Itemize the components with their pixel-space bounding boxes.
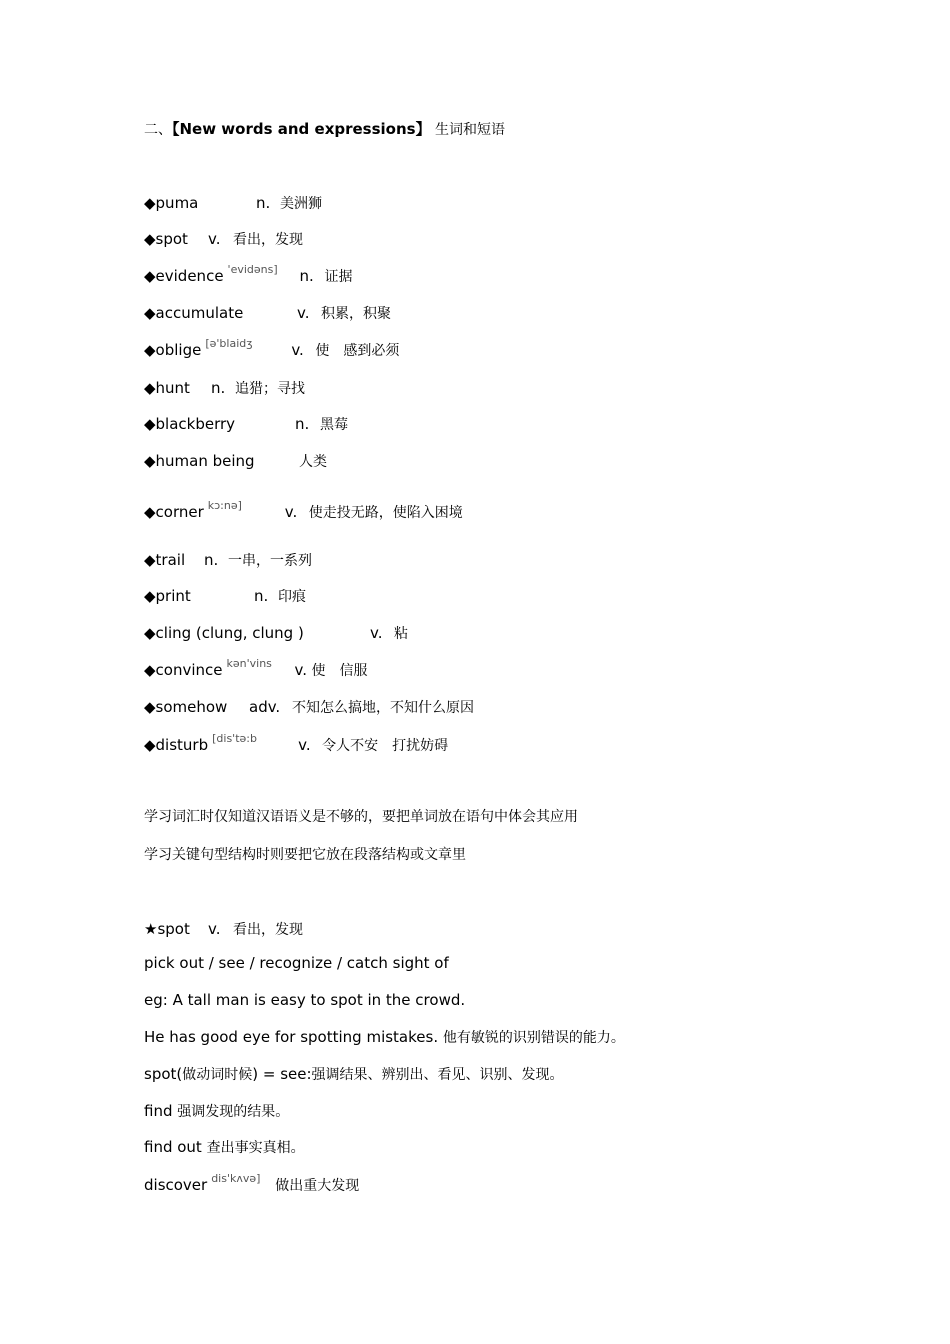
vocab-item — [144, 414, 348, 434]
spot-example: eg: A tall man is easy to spot in the crowd. — [144, 991, 466, 1009]
vocab-phonetic: [dis'tə:b — [212, 732, 257, 745]
vocab-term: ◆hunt — [144, 379, 190, 397]
vocab-item — [144, 451, 327, 471]
spot-heading-pos: v. — [208, 920, 221, 938]
vocab-meaning: 令人不安 打扰妨碍 — [322, 738, 449, 754]
spot-synonyms: pick out / see / recognize / catch sight of — [144, 954, 449, 972]
find-definition — [144, 1101, 289, 1121]
find-term: find — [144, 1102, 173, 1120]
vocab-meaning: 一串，一系列 — [228, 553, 312, 569]
vocab-meaning: 证据 — [324, 269, 353, 285]
vocab-item — [144, 229, 303, 249]
spot-definition-term: spot( — [144, 1065, 183, 1083]
spot-example-chinese: 他有敏锐的识别错误的能力。 — [442, 1030, 625, 1046]
vocab-term: ◆blackberry — [144, 415, 236, 433]
vocab-pos: v. — [208, 230, 221, 248]
vocab-term: ◆accumulate — [144, 304, 244, 322]
vocab-pos: n. — [204, 551, 219, 569]
vocab-meaning: 使走投无路，使陷入困境 — [308, 505, 463, 521]
vocab-item — [144, 499, 463, 522]
vocab-meaning: 使 感到必须 — [315, 343, 400, 359]
spot-example — [144, 1027, 625, 1047]
vocab-item — [144, 303, 391, 323]
vocab-item — [144, 378, 305, 398]
vocab-item — [144, 550, 312, 570]
discover-term: discover — [144, 1176, 208, 1194]
vocab-term: ◆disturb — [144, 736, 209, 754]
vocab-meaning: 人类 — [299, 454, 327, 470]
vocab-term: ◆print — [144, 587, 191, 605]
findout-meaning: 查出事实真相。 — [206, 1140, 305, 1156]
vocab-item — [144, 263, 353, 286]
vocab-meaning: 粘 — [394, 626, 408, 642]
vocab-meaning: 看出，发现 — [233, 232, 303, 248]
vocab-pos: n. — [295, 415, 310, 433]
vocab-term: ◆corner — [144, 503, 204, 521]
vocab-phonetic: [ə'blaidʒ — [205, 337, 253, 350]
vocab-phonetic: 'evidəns] — [227, 263, 278, 276]
spot-heading-meaning: 看出，发现 — [233, 922, 303, 938]
vocab-pos: v. — [297, 304, 310, 322]
section-title — [144, 119, 505, 139]
spot-definition — [144, 1064, 564, 1084]
vocab-item — [144, 697, 474, 717]
vocab-pos: v. — [284, 503, 298, 521]
study-note: 学习关键句型结构时则要把它放在段落结构或文章里 — [144, 847, 466, 863]
vocab-pos: v. — [294, 661, 307, 679]
vocab-pos: adv. — [249, 698, 281, 716]
vocab-item — [144, 193, 322, 213]
spot-definition-equals: ) = see: — [252, 1065, 312, 1083]
vocab-term: ◆puma — [144, 194, 199, 212]
vocab-term: ◆somehow — [144, 698, 228, 716]
vocab-meaning: 印痕 — [278, 589, 306, 605]
discover-phonetic: dis'kʌvə] — [211, 1172, 261, 1185]
vocab-pos: n. — [254, 587, 269, 605]
vocab-term: ◆human being — [144, 452, 255, 470]
vocab-term: ◆spot — [144, 230, 188, 248]
vocab-meaning: 黑莓 — [320, 417, 348, 433]
section-title-chinese: 生词和短语 — [430, 122, 506, 138]
vocab-pos: n. — [211, 379, 226, 397]
vocab-meaning: 美洲狮 — [280, 196, 322, 212]
discover-meaning: 做出重大发现 — [275, 1178, 360, 1194]
spot-definition-meaning: 强调结果、辨别出、看见、识别、发现。 — [311, 1067, 564, 1083]
discover-definition — [144, 1172, 360, 1195]
study-note: 学习词汇时仅知道汉语语义是不够的，要把单词放在语句中体会其应用 — [144, 809, 578, 825]
vocab-item — [144, 337, 400, 360]
vocab-item — [144, 657, 368, 680]
vocab-item — [144, 732, 449, 755]
section-number: 二、 — [144, 122, 172, 138]
findout-definition — [144, 1137, 305, 1157]
findout-term: find out — [144, 1138, 202, 1156]
spot-definition-note: 做动词时候 — [182, 1067, 253, 1083]
vocab-item — [144, 623, 408, 643]
vocab-item — [144, 586, 306, 606]
spot-heading — [144, 919, 303, 939]
section-title-english: 【New words and expressions】 — [172, 120, 431, 138]
vocab-term: ◆trail — [144, 551, 186, 569]
vocab-phonetic: kən'vins — [226, 657, 272, 670]
vocab-pos: v. — [370, 624, 383, 642]
vocab-term: ◆oblige — [144, 341, 202, 359]
vocab-meaning: 使 信服 — [311, 663, 368, 679]
vocab-term: ◆evidence — [144, 267, 224, 285]
vocab-meaning: 不知怎么搞地，不知什么原因 — [292, 700, 474, 716]
vocab-phonetic: kɔ:nə] — [207, 499, 242, 512]
spot-heading-term: ★spot — [144, 920, 190, 938]
vocab-meaning: 追猎；寻找 — [235, 381, 305, 397]
vocab-pos: v. — [291, 341, 304, 359]
vocab-pos: n. — [299, 267, 314, 285]
vocab-term: ◆convince — [144, 661, 223, 679]
spot-example-english: He has good eye for spotting mistakes. — [144, 1028, 439, 1046]
vocab-pos: n. — [256, 194, 271, 212]
vocab-term: ◆cling (clung, clung ) — [144, 624, 304, 642]
vocab-pos: v. — [298, 736, 311, 754]
vocab-meaning: 积累，积聚 — [321, 306, 391, 322]
find-meaning: 强调发现的结果。 — [177, 1104, 290, 1120]
